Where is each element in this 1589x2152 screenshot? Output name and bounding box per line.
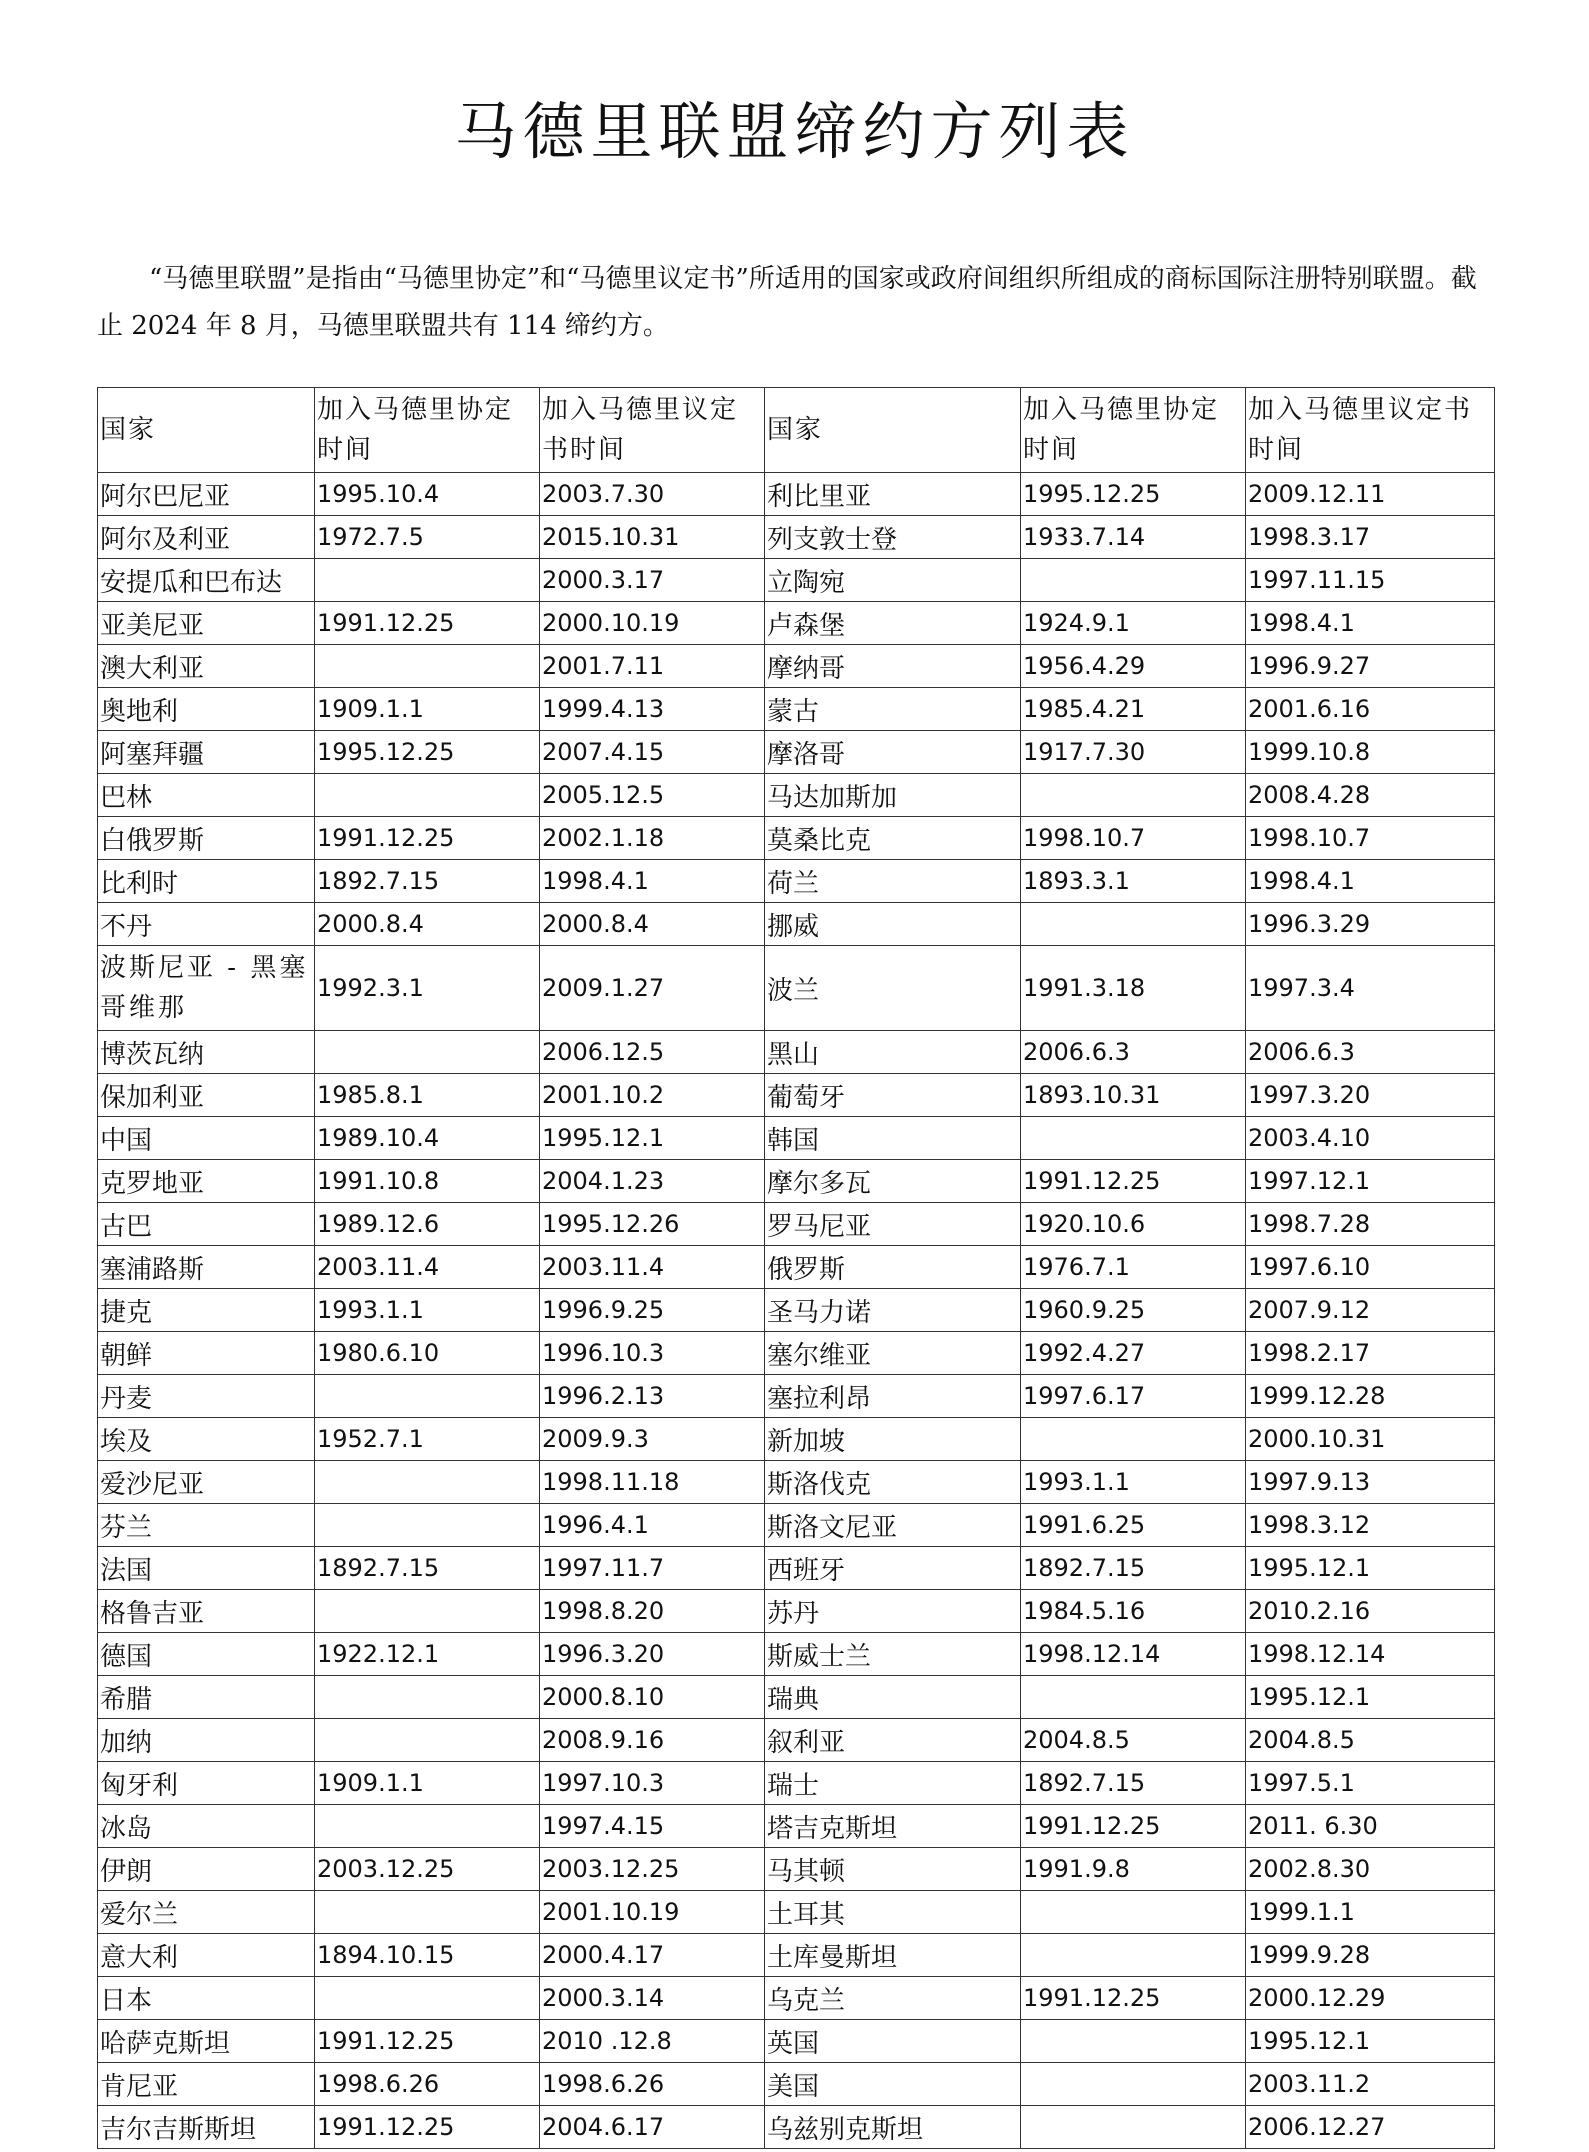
cell-country-left: 捷克 <box>98 1289 315 1332</box>
cell-protocol-date-left: 2003.12.25 <box>540 1848 765 1891</box>
cell-protocol-date-right: 1998.3.17 <box>1246 516 1495 559</box>
cell-country-right: 列支敦士登 <box>765 516 1021 559</box>
cell-protocol-date-left: 2003.7.30 <box>540 473 765 516</box>
table-row <box>98 473 1495 516</box>
cell-country-right: 英国 <box>765 2020 1021 2063</box>
cell-country-left: 阿尔巴尼亚 <box>98 473 315 516</box>
table-row <box>98 903 1495 946</box>
cell-country-left: 希腊 <box>98 1676 315 1719</box>
cell-protocol-date-right: 2001.6.16 <box>1246 688 1495 731</box>
cell-agreement-date-right <box>1021 1934 1246 1977</box>
cell-protocol-date-right: 1998.10.7 <box>1246 817 1495 860</box>
cell-agreement-date-right: 1893.3.1 <box>1021 860 1246 903</box>
cell-agreement-date-right <box>1021 1891 1246 1934</box>
cell-country-left: 奥地利 <box>98 688 315 731</box>
cell-protocol-date-right: 2000.10.31 <box>1246 1418 1495 1461</box>
cell-country-left: 朝鲜 <box>98 1332 315 1375</box>
cell-agreement-date-right: 1976.7.1 <box>1021 1246 1246 1289</box>
table-header-row <box>98 388 1495 473</box>
contracting-parties-table <box>97 387 1495 2149</box>
table-row <box>98 602 1495 645</box>
cell-country-right: 韩国 <box>765 1117 1021 1160</box>
cell-country-left: 白俄罗斯 <box>98 817 315 860</box>
cell-protocol-date-right: 1997.12.1 <box>1246 1160 1495 1203</box>
table-row <box>98 2106 1495 2149</box>
table-row <box>98 860 1495 903</box>
cell-country-left: 亚美尼亚 <box>98 602 315 645</box>
cell-agreement-date-left <box>315 1375 540 1418</box>
cell-country-left: 阿塞拜疆 <box>98 731 315 774</box>
cell-protocol-date-left: 2009.1.27 <box>540 946 765 1031</box>
cell-agreement-date-right: 1917.7.30 <box>1021 731 1246 774</box>
header-agreement-date-left: 加入马德里协定时间 <box>315 388 540 473</box>
cell-protocol-date-left: 1997.10.3 <box>540 1762 765 1805</box>
cell-protocol-date-right: 2008.4.28 <box>1246 774 1495 817</box>
cell-country-right: 卢森堡 <box>765 602 1021 645</box>
cell-agreement-date-right <box>1021 1418 1246 1461</box>
table-row <box>98 731 1495 774</box>
cell-agreement-date-right: 1924.9.1 <box>1021 602 1246 645</box>
cell-agreement-date-right <box>1021 1676 1246 1719</box>
cell-protocol-date-left: 2000.8.4 <box>540 903 765 946</box>
cell-protocol-date-right: 1998.3.12 <box>1246 1504 1495 1547</box>
cell-country-left: 冰岛 <box>98 1805 315 1848</box>
cell-country-right: 瑞典 <box>765 1676 1021 1719</box>
table-row <box>98 946 1495 1031</box>
cell-agreement-date-left: 1892.7.15 <box>315 860 540 903</box>
cell-country-left: 爱沙尼亚 <box>98 1461 315 1504</box>
cell-protocol-date-left: 2008.9.16 <box>540 1719 765 1762</box>
cell-protocol-date-left: 1998.4.1 <box>540 860 765 903</box>
cell-country-left: 保加利亚 <box>98 1074 315 1117</box>
cell-agreement-date-right: 1998.10.7 <box>1021 817 1246 860</box>
cell-country-left: 匈牙利 <box>98 1762 315 1805</box>
cell-country-right: 蒙古 <box>765 688 1021 731</box>
cell-agreement-date-left: 1992.3.1 <box>315 946 540 1031</box>
cell-protocol-date-left: 2000.8.10 <box>540 1676 765 1719</box>
cell-protocol-date-right: 1997.5.1 <box>1246 1762 1495 1805</box>
cell-protocol-date-left: 2004.6.17 <box>540 2106 765 2149</box>
cell-agreement-date-right: 1991.6.25 <box>1021 1504 1246 1547</box>
cell-country-right: 罗马尼亚 <box>765 1203 1021 1246</box>
table-row <box>98 1117 1495 1160</box>
cell-protocol-date-left: 1995.12.1 <box>540 1117 765 1160</box>
cell-protocol-date-left: 2007.4.15 <box>540 731 765 774</box>
cell-country-right: 摩尔多瓦 <box>765 1160 1021 1203</box>
cell-protocol-date-right: 1999.9.28 <box>1246 1934 1495 1977</box>
table-row <box>98 1418 1495 1461</box>
cell-country-right: 瑞士 <box>765 1762 1021 1805</box>
cell-protocol-date-right: 1998.7.28 <box>1246 1203 1495 1246</box>
cell-country-left: 古巴 <box>98 1203 315 1246</box>
table-row <box>98 1805 1495 1848</box>
table-row <box>98 1504 1495 1547</box>
cell-country-right: 乌兹别克斯坦 <box>765 2106 1021 2149</box>
cell-protocol-date-right: 1996.3.29 <box>1246 903 1495 946</box>
cell-agreement-date-right: 1993.1.1 <box>1021 1461 1246 1504</box>
cell-country-left: 中国 <box>98 1117 315 1160</box>
cell-country-left: 肯尼亚 <box>98 2063 315 2106</box>
cell-agreement-date-right: 1956.4.29 <box>1021 645 1246 688</box>
cell-agreement-date-right <box>1021 903 1246 946</box>
cell-agreement-date-left: 1991.12.25 <box>315 2020 540 2063</box>
cell-protocol-date-right: 1999.1.1 <box>1246 1891 1495 1934</box>
table-row <box>98 559 1495 602</box>
cell-protocol-date-left: 2002.1.18 <box>540 817 765 860</box>
cell-agreement-date-right <box>1021 2063 1246 2106</box>
cell-agreement-date-right: 1997.6.17 <box>1021 1375 1246 1418</box>
cell-agreement-date-right: 1984.5.16 <box>1021 1590 1246 1633</box>
cell-agreement-date-left: 1991.10.8 <box>315 1160 540 1203</box>
table-row <box>98 1633 1495 1676</box>
cell-agreement-date-left: 2000.8.4 <box>315 903 540 946</box>
cell-agreement-date-left: 1985.8.1 <box>315 1074 540 1117</box>
cell-country-right: 摩纳哥 <box>765 645 1021 688</box>
cell-agreement-date-left <box>315 1891 540 1934</box>
cell-agreement-date-left <box>315 1977 540 2020</box>
cell-agreement-date-left: 1952.7.1 <box>315 1418 540 1461</box>
table-row <box>98 516 1495 559</box>
cell-country-right: 苏丹 <box>765 1590 1021 1633</box>
table-row <box>98 688 1495 731</box>
intro-paragraph: “马德里联盟”是指由“马德里协定”和“马德里议定书”所适用的国家或政府间组织所组成的商标国际注册特别联盟。截止 2024 年 8 月，马德里联盟共有 114 缔约方。 <box>97 264 1477 341</box>
cell-agreement-date-right: 1892.7.15 <box>1021 1762 1246 1805</box>
cell-country-right: 乌克兰 <box>765 1977 1021 2020</box>
table-row <box>98 1676 1495 1719</box>
table-body <box>98 473 1495 2149</box>
cell-country-right: 美国 <box>765 2063 1021 2106</box>
cell-country-right: 圣马力诺 <box>765 1289 1021 1332</box>
header-protocol-date-right: 加入马德里议定书时间 <box>1246 388 1495 473</box>
table-row <box>98 1074 1495 1117</box>
cell-country-right: 挪威 <box>765 903 1021 946</box>
header-country-right: 国家 <box>765 388 1021 473</box>
cell-agreement-date-left <box>315 1031 540 1074</box>
header-country-left: 国家 <box>98 388 315 473</box>
cell-country-right: 马其顿 <box>765 1848 1021 1891</box>
cell-agreement-date-right: 1991.9.8 <box>1021 1848 1246 1891</box>
cell-country-left: 伊朗 <box>98 1848 315 1891</box>
cell-protocol-date-left: 2010 .12.8 <box>540 2020 765 2063</box>
cell-agreement-date-right: 1991.3.18 <box>1021 946 1246 1031</box>
cell-protocol-date-right: 1997.3.20 <box>1246 1074 1495 1117</box>
cell-country-left: 波斯尼亚 - 黑塞哥维那 <box>98 946 315 1031</box>
cell-country-left: 巴林 <box>98 774 315 817</box>
table-row <box>98 1160 1495 1203</box>
cell-country-right: 塞尔维亚 <box>765 1332 1021 1375</box>
cell-protocol-date-left: 2005.12.5 <box>540 774 765 817</box>
table-row <box>98 1590 1495 1633</box>
cell-protocol-date-right: 2003.11.2 <box>1246 2063 1495 2106</box>
cell-protocol-date-left: 2000.10.19 <box>540 602 765 645</box>
cell-country-right: 斯威士兰 <box>765 1633 1021 1676</box>
cell-agreement-date-left <box>315 559 540 602</box>
cell-protocol-date-left: 2001.10.2 <box>540 1074 765 1117</box>
cell-country-right: 波兰 <box>765 946 1021 1031</box>
cell-country-left: 博茨瓦纳 <box>98 1031 315 1074</box>
cell-agreement-date-left: 1991.12.25 <box>315 2106 540 2149</box>
header-agreement-date-right: 加入马德里协定时间 <box>1021 388 1246 473</box>
cell-agreement-date-right: 1960.9.25 <box>1021 1289 1246 1332</box>
cell-protocol-date-left: 2004.1.23 <box>540 1160 765 1203</box>
cell-agreement-date-right: 1892.7.15 <box>1021 1547 1246 1590</box>
table-row <box>98 1934 1495 1977</box>
cell-protocol-date-left: 2009.9.3 <box>540 1418 765 1461</box>
cell-country-right: 塞拉利昂 <box>765 1375 1021 1418</box>
cell-protocol-date-right: 1997.3.4 <box>1246 946 1495 1031</box>
cell-country-right: 新加坡 <box>765 1418 1021 1461</box>
cell-protocol-date-left: 1996.4.1 <box>540 1504 765 1547</box>
cell-agreement-date-right <box>1021 2020 1246 2063</box>
cell-protocol-date-left: 2003.11.4 <box>540 1246 765 1289</box>
cell-agreement-date-right <box>1021 1117 1246 1160</box>
cell-protocol-date-right: 1998.4.1 <box>1246 602 1495 645</box>
cell-protocol-date-right: 2010.2.16 <box>1246 1590 1495 1633</box>
cell-agreement-date-right: 1933.7.14 <box>1021 516 1246 559</box>
cell-protocol-date-left: 2006.12.5 <box>540 1031 765 1074</box>
cell-country-left: 塞浦路斯 <box>98 1246 315 1289</box>
cell-protocol-date-right: 1999.10.8 <box>1246 731 1495 774</box>
cell-protocol-date-left: 1996.2.13 <box>540 1375 765 1418</box>
cell-country-left: 哈萨克斯坦 <box>98 2020 315 2063</box>
cell-country-left: 比利时 <box>98 860 315 903</box>
cell-country-right: 黑山 <box>765 1031 1021 1074</box>
cell-agreement-date-right: 1998.12.14 <box>1021 1633 1246 1676</box>
cell-protocol-date-right: 1998.12.14 <box>1246 1633 1495 1676</box>
cell-agreement-date-left <box>315 645 540 688</box>
cell-protocol-date-left: 2000.3.17 <box>540 559 765 602</box>
cell-protocol-date-left: 1995.12.26 <box>540 1203 765 1246</box>
table-row <box>98 817 1495 860</box>
cell-protocol-date-right: 2000.12.29 <box>1246 1977 1495 2020</box>
cell-country-right: 摩洛哥 <box>765 731 1021 774</box>
cell-country-left: 克罗地亚 <box>98 1160 315 1203</box>
cell-agreement-date-left: 1995.10.4 <box>315 473 540 516</box>
table-row <box>98 1289 1495 1332</box>
cell-protocol-date-left: 1997.11.7 <box>540 1547 765 1590</box>
table-row <box>98 1762 1495 1805</box>
cell-protocol-date-right: 2009.12.11 <box>1246 473 1495 516</box>
cell-protocol-date-right: 2006.6.3 <box>1246 1031 1495 1074</box>
cell-agreement-date-right: 1991.12.25 <box>1021 1977 1246 2020</box>
cell-agreement-date-left <box>315 774 540 817</box>
table-row <box>98 1848 1495 1891</box>
cell-country-left: 格鲁吉亚 <box>98 1590 315 1633</box>
cell-agreement-date-right: 1991.12.25 <box>1021 1160 1246 1203</box>
cell-protocol-date-right: 1997.11.15 <box>1246 559 1495 602</box>
cell-country-left: 意大利 <box>98 1934 315 1977</box>
cell-country-left: 德国 <box>98 1633 315 1676</box>
cell-protocol-date-left: 1996.10.3 <box>540 1332 765 1375</box>
table-row <box>98 1461 1495 1504</box>
cell-protocol-date-right: 2004.8.5 <box>1246 1719 1495 1762</box>
table-row <box>98 1031 1495 1074</box>
cell-agreement-date-left: 1909.1.1 <box>315 688 540 731</box>
cell-agreement-date-right: 1985.4.21 <box>1021 688 1246 731</box>
cell-agreement-date-right: 1992.4.27 <box>1021 1332 1246 1375</box>
table-row <box>98 1891 1495 1934</box>
table-row <box>98 1719 1495 1762</box>
cell-country-left: 芬兰 <box>98 1504 315 1547</box>
cell-country-right: 莫桑比克 <box>765 817 1021 860</box>
cell-protocol-date-left: 1998.6.26 <box>540 2063 765 2106</box>
cell-country-left: 吉尔吉斯斯坦 <box>98 2106 315 2149</box>
cell-country-right: 葡萄牙 <box>765 1074 1021 1117</box>
table-row <box>98 1203 1495 1246</box>
cell-agreement-date-left: 2003.11.4 <box>315 1246 540 1289</box>
cell-country-right: 利比里亚 <box>765 473 1021 516</box>
cell-country-left: 不丹 <box>98 903 315 946</box>
cell-country-right: 西班牙 <box>765 1547 1021 1590</box>
cell-protocol-date-right: 2002.8.30 <box>1246 1848 1495 1891</box>
cell-protocol-date-left: 2001.7.11 <box>540 645 765 688</box>
cell-agreement-date-left: 1991.12.25 <box>315 817 540 860</box>
table-row <box>98 1332 1495 1375</box>
table-row <box>98 2020 1495 2063</box>
cell-protocol-date-right: 1996.9.27 <box>1246 645 1495 688</box>
cell-agreement-date-left: 1989.12.6 <box>315 1203 540 1246</box>
table-row <box>98 1246 1495 1289</box>
cell-protocol-date-right: 2007.9.12 <box>1246 1289 1495 1332</box>
cell-protocol-date-left: 1996.3.20 <box>540 1633 765 1676</box>
cell-agreement-date-right <box>1021 559 1246 602</box>
cell-country-right: 荷兰 <box>765 860 1021 903</box>
cell-agreement-date-left <box>315 1719 540 1762</box>
cell-agreement-date-left: 2003.12.25 <box>315 1848 540 1891</box>
cell-country-left: 埃及 <box>98 1418 315 1461</box>
cell-agreement-date-left: 1998.6.26 <box>315 2063 540 2106</box>
cell-country-left: 丹麦 <box>98 1375 315 1418</box>
cell-protocol-date-right: 1997.9.13 <box>1246 1461 1495 1504</box>
cell-country-left: 日本 <box>98 1977 315 2020</box>
cell-agreement-date-left: 1892.7.15 <box>315 1547 540 1590</box>
cell-agreement-date-right <box>1021 2106 1246 2149</box>
cell-protocol-date-right: 1995.12.1 <box>1246 2020 1495 2063</box>
cell-agreement-date-left <box>315 1504 540 1547</box>
cell-protocol-date-right: 1995.12.1 <box>1246 1676 1495 1719</box>
cell-agreement-date-left: 1993.1.1 <box>315 1289 540 1332</box>
table-row <box>98 774 1495 817</box>
cell-agreement-date-left <box>315 1805 540 1848</box>
cell-protocol-date-right: 2011. 6.30 <box>1246 1805 1495 1848</box>
cell-agreement-date-left: 1995.12.25 <box>315 731 540 774</box>
cell-country-right: 立陶宛 <box>765 559 1021 602</box>
table-row <box>98 1375 1495 1418</box>
cell-protocol-date-left: 2001.10.19 <box>540 1891 765 1934</box>
table-row <box>98 1977 1495 2020</box>
cell-country-right: 斯洛文尼亚 <box>765 1504 1021 1547</box>
cell-country-left: 加纳 <box>98 1719 315 1762</box>
cell-country-left: 澳大利亚 <box>98 645 315 688</box>
cell-agreement-date-left: 1909.1.1 <box>315 1762 540 1805</box>
cell-protocol-date-right: 1999.12.28 <box>1246 1375 1495 1418</box>
cell-protocol-date-right: 1998.2.17 <box>1246 1332 1495 1375</box>
cell-country-right: 叙利亚 <box>765 1719 1021 1762</box>
cell-protocol-date-left: 1996.9.25 <box>540 1289 765 1332</box>
cell-protocol-date-left: 2000.3.14 <box>540 1977 765 2020</box>
cell-agreement-date-left: 1989.10.4 <box>315 1117 540 1160</box>
cell-agreement-date-left: 1922.12.1 <box>315 1633 540 1676</box>
cell-country-right: 土耳其 <box>765 1891 1021 1934</box>
cell-agreement-date-right: 2004.8.5 <box>1021 1719 1246 1762</box>
cell-protocol-date-right: 1998.4.1 <box>1246 860 1495 903</box>
cell-agreement-date-right: 1893.10.31 <box>1021 1074 1246 1117</box>
table-row <box>98 645 1495 688</box>
cell-country-right: 斯洛伐克 <box>765 1461 1021 1504</box>
cell-agreement-date-left <box>315 1676 540 1719</box>
cell-country-right: 俄罗斯 <box>765 1246 1021 1289</box>
cell-agreement-date-left <box>315 1461 540 1504</box>
table-row <box>98 1547 1495 1590</box>
cell-protocol-date-left: 1998.11.18 <box>540 1461 765 1504</box>
cell-protocol-date-left: 2000.4.17 <box>540 1934 765 1977</box>
cell-country-right: 塔吉克斯坦 <box>765 1805 1021 1848</box>
cell-agreement-date-left: 1991.12.25 <box>315 602 540 645</box>
cell-agreement-date-right <box>1021 774 1246 817</box>
cell-protocol-date-left: 1999.4.13 <box>540 688 765 731</box>
cell-agreement-date-right: 1920.10.6 <box>1021 1203 1246 1246</box>
cell-protocol-date-left: 1997.4.15 <box>540 1805 765 1848</box>
cell-agreement-date-left <box>315 1590 540 1633</box>
cell-country-left: 爱尔兰 <box>98 1891 315 1934</box>
page-title: 马德里联盟缔约方列表 <box>454 95 1135 168</box>
cell-protocol-date-right: 2006.12.27 <box>1246 2106 1495 2149</box>
cell-protocol-date-left: 2015.10.31 <box>540 516 765 559</box>
cell-agreement-date-right: 2006.6.3 <box>1021 1031 1246 1074</box>
cell-country-left: 安提瓜和巴布达 <box>98 559 315 602</box>
cell-protocol-date-left: 1998.8.20 <box>540 1590 765 1633</box>
header-protocol-date-left: 加入马德里议定书时间 <box>540 388 765 473</box>
cell-country-right: 马达加斯加 <box>765 774 1021 817</box>
table-row <box>98 2063 1495 2106</box>
cell-country-left: 法国 <box>98 1547 315 1590</box>
cell-agreement-date-right: 1995.12.25 <box>1021 473 1246 516</box>
cell-agreement-date-left: 1972.7.5 <box>315 516 540 559</box>
cell-agreement-date-left: 1980.6.10 <box>315 1332 540 1375</box>
cell-protocol-date-right: 1997.6.10 <box>1246 1246 1495 1289</box>
cell-protocol-date-right: 2003.4.10 <box>1246 1117 1495 1160</box>
cell-agreement-date-left: 1894.10.15 <box>315 1934 540 1977</box>
cell-agreement-date-right: 1991.12.25 <box>1021 1805 1246 1848</box>
cell-country-left: 阿尔及利亚 <box>98 516 315 559</box>
cell-protocol-date-right: 1995.12.1 <box>1246 1547 1495 1590</box>
cell-country-right: 土库曼斯坦 <box>765 1934 1021 1977</box>
